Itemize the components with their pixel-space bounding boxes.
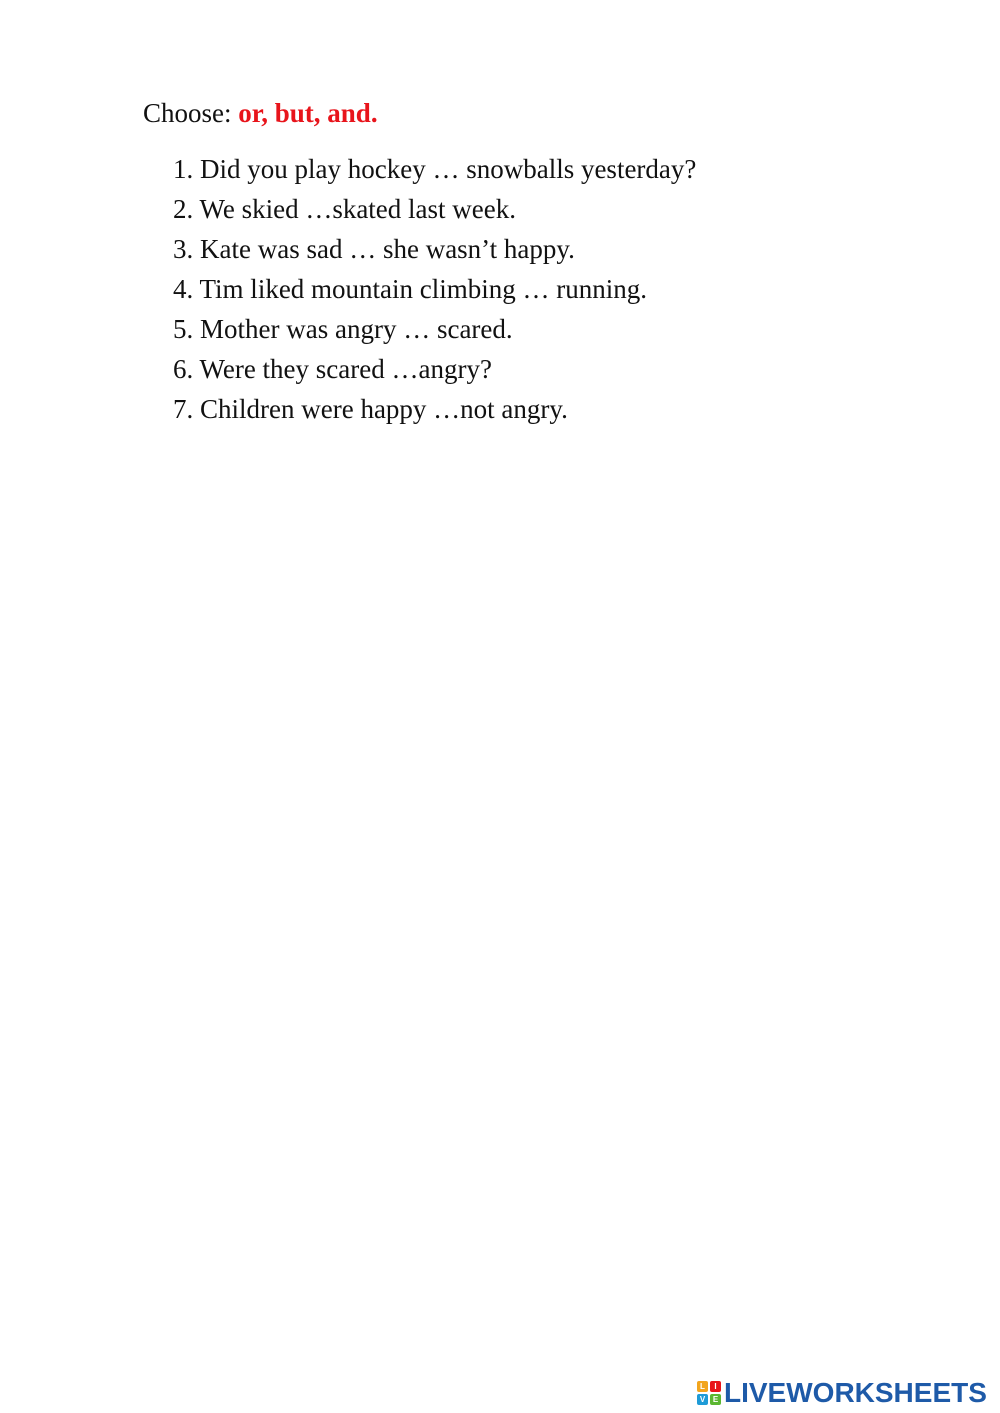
live-blocks-icon [697,1381,721,1405]
item-number: 6. [173,354,194,384]
instruction-line [143,95,378,131]
logo-letter: E [710,1394,721,1405]
item-text: Kate was sad … she wasn’t happy. [200,234,575,264]
logo-letter: I [710,1381,721,1392]
item-number: 3. [173,234,194,264]
instruction-prefix: Choose: [143,98,239,128]
instruction-options: or, but, and. [238,98,378,128]
brand-name: LIVEWORKSHEETS [724,1377,987,1408]
item-text: Children were happy …not angry. [200,394,568,424]
item-number: 1. [173,154,194,184]
item-number: 2. [173,194,194,224]
item-number: 4. [173,274,194,304]
exercise-item [173,391,696,431]
exercise-item [173,191,696,231]
exercise-item [173,151,696,191]
exercise-item [173,271,696,311]
item-text: We skied …skated last week. [199,194,517,224]
item-number: 5. [173,314,194,344]
exercise-list [173,151,696,431]
item-text: Mother was angry … scared. [200,314,513,344]
item-text: Tim liked mountain climbing … running. [199,274,648,304]
logo-letter: V [697,1394,708,1405]
exercise-item [173,351,696,391]
logo-letter: L [697,1381,708,1392]
item-text: Were they scared …angry? [199,354,492,384]
exercise-item [173,231,696,271]
item-text: Did you play hockey … snowballs yesterday? [200,154,697,184]
exercise-item [173,311,696,351]
liveworksheets-logo[interactable] [697,1376,987,1410]
item-number: 7. [173,394,194,424]
